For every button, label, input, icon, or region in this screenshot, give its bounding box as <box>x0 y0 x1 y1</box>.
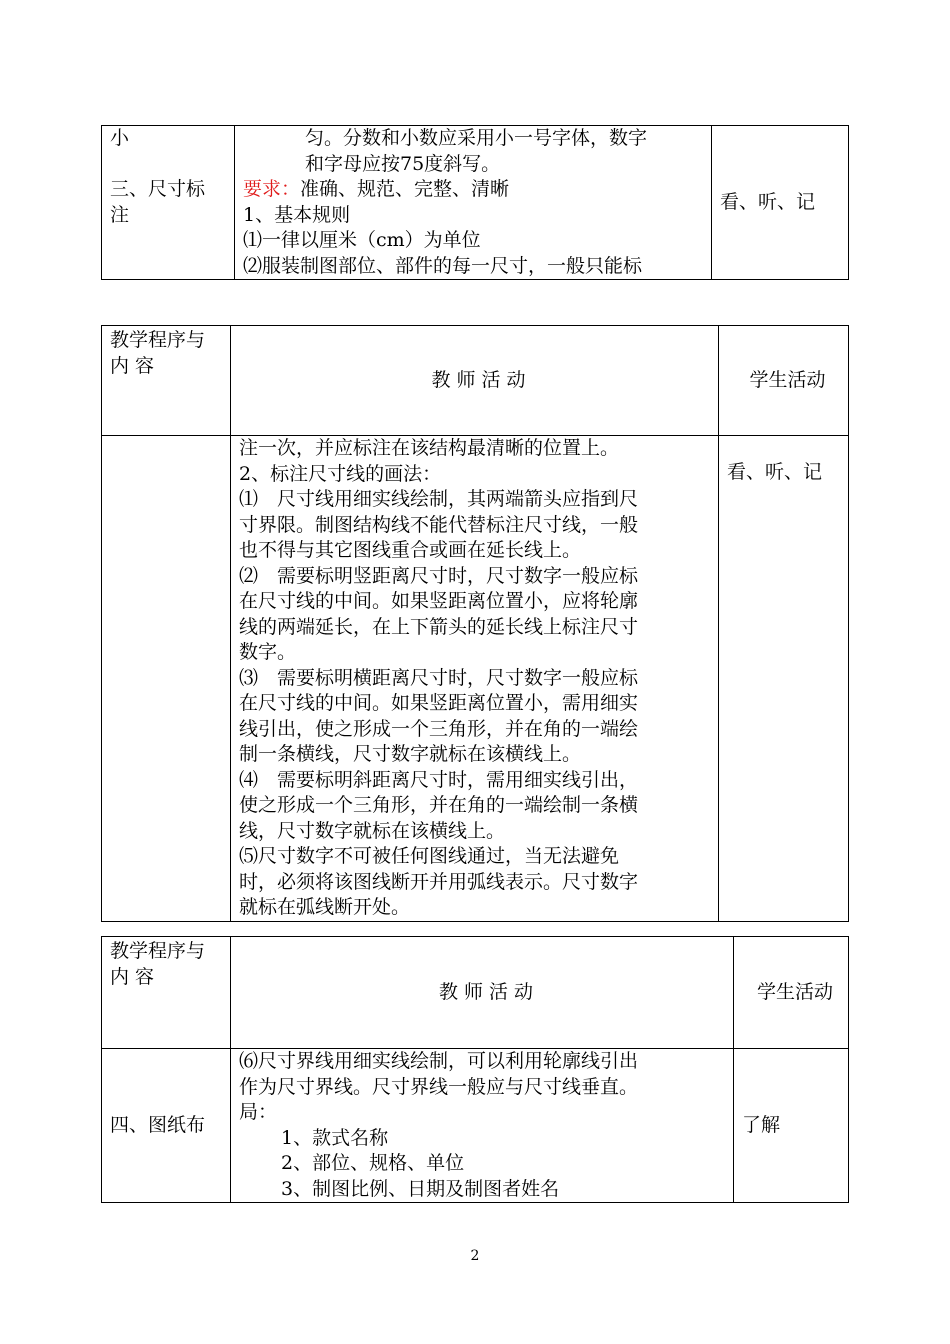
program-line: 三、尺寸标 <box>110 178 206 200</box>
requirement-text: 准确、规范、完整、清晰 <box>300 178 510 200</box>
content-line: 局： <box>239 1101 278 1123</box>
program-line: 小 <box>110 127 130 149</box>
list-item: 1、款式名称 <box>281 1126 389 1149</box>
header-student-activity: 学生活动 <box>734 937 849 1049</box>
header-program-line: 教学程序与 <box>110 329 206 351</box>
content-line: 线，尺寸数字就标在该横线上。 <box>239 819 506 842</box>
content-line: 也不得与其它图线重合或画在延长线上。 <box>239 539 582 561</box>
content-line: 匀。分数和小数应采用小一号字体，数字 <box>305 127 648 149</box>
header-student-activity: 学生活动 <box>719 326 849 436</box>
program-cell: 四、图纸布 <box>102 1049 231 1203</box>
teacher-activity-cell <box>235 126 712 280</box>
content-line: 1、基本规则 <box>243 203 351 226</box>
teacher-activity-cell <box>231 436 719 922</box>
content-line: 数字。 <box>239 641 297 663</box>
student-activity-cell <box>719 436 849 922</box>
content-line: 2、标注尺寸线的画法： <box>239 462 442 485</box>
content-line: ⑵服装制图部位、部件的每一尺寸，一般只能标 <box>243 254 643 277</box>
content-line: 线的两端延长，在上下箭头的延长线上标注尺寸 <box>239 615 639 638</box>
student-activity-cell <box>712 126 849 280</box>
content-line: ⑹尺寸界线用细实线绘制，可以利用轮廓线引出 <box>239 1050 639 1072</box>
lesson-table-2 <box>101 325 849 922</box>
teacher-activity-cell <box>231 1049 734 1203</box>
content-line: ⑴ 尺寸线用细实线绘制，其两端箭头应指到尺 <box>239 488 639 510</box>
content-line: 使之形成一个三角形，并在角的一端绘制一条横 <box>239 794 639 816</box>
content-line: ⑷ 需要标明斜距离尺寸时，需用细实线引出， <box>239 768 639 791</box>
content-line: 和字母应按75度斜写。 <box>305 152 501 175</box>
table-continuation <box>101 125 849 280</box>
content-line: ⑶ 需要标明横距离尺寸时，尺寸数字一般应标 <box>239 666 639 689</box>
program-cell <box>102 436 231 922</box>
list-item: 2、部位、规格、单位 <box>281 1152 465 1174</box>
content-line: 制一条横线，尺寸数字就标在该横线上。 <box>239 743 582 765</box>
content-line: ⑸尺寸数字不可被任何图线通过，当无法避免 <box>239 845 620 867</box>
student-activity-text: 看、听、记 <box>727 461 823 483</box>
header-program <box>102 326 231 436</box>
requirement-line <box>243 177 711 203</box>
content-line: 寸界限。制图结构线不能代替标注尺寸线，一般 <box>239 513 639 536</box>
student-activity-text: 看、听、记 <box>720 190 816 213</box>
page-number: 2 <box>470 1248 480 1264</box>
program-cell <box>102 126 235 280</box>
student-activity-cell <box>734 1049 849 1203</box>
header-program-line: 内 容 <box>110 354 155 377</box>
header-program-line: 教学程序与 <box>110 940 206 962</box>
student-activity-text: 了解 <box>742 1113 781 1136</box>
requirement-label: 要求： <box>243 178 301 200</box>
content-line: 注一次，并应标注在该结构最清晰的位置上。 <box>239 437 620 459</box>
header-teacher-activity: 教 师 活 动 <box>231 326 719 436</box>
content-line: 就标在弧线断开处。 <box>239 896 411 918</box>
content-line: 在尺寸线的中间。如果竖距离位置小，应将轮廓 <box>239 590 639 612</box>
program-line: 注 <box>110 203 130 226</box>
header-teacher-activity: 教 师 活 动 <box>231 937 734 1049</box>
lesson-table-3 <box>101 936 849 1203</box>
content-line: 线引出，使之形成一个三角形，并在角的一端绘 <box>239 717 639 740</box>
content-line: ⑵ 需要标明竖距离尺寸时，尺寸数字一般应标 <box>239 564 639 587</box>
content-line: 作为尺寸界线。尺寸界线一般应与尺寸线垂直。 <box>239 1075 639 1098</box>
content-line: ⑴一律以厘米（cm）为单位 <box>243 229 481 251</box>
header-program <box>102 937 231 1049</box>
content-line: 时，必须将该图线断开并用弧线表示。尺寸数字 <box>239 870 639 893</box>
content-line: 在尺寸线的中间。如果竖距离位置小，需用细实 <box>239 692 639 714</box>
header-program-line: 内 容 <box>110 965 155 988</box>
list-item: 3、制图比例、日期及制图者姓名 <box>281 1177 560 1200</box>
